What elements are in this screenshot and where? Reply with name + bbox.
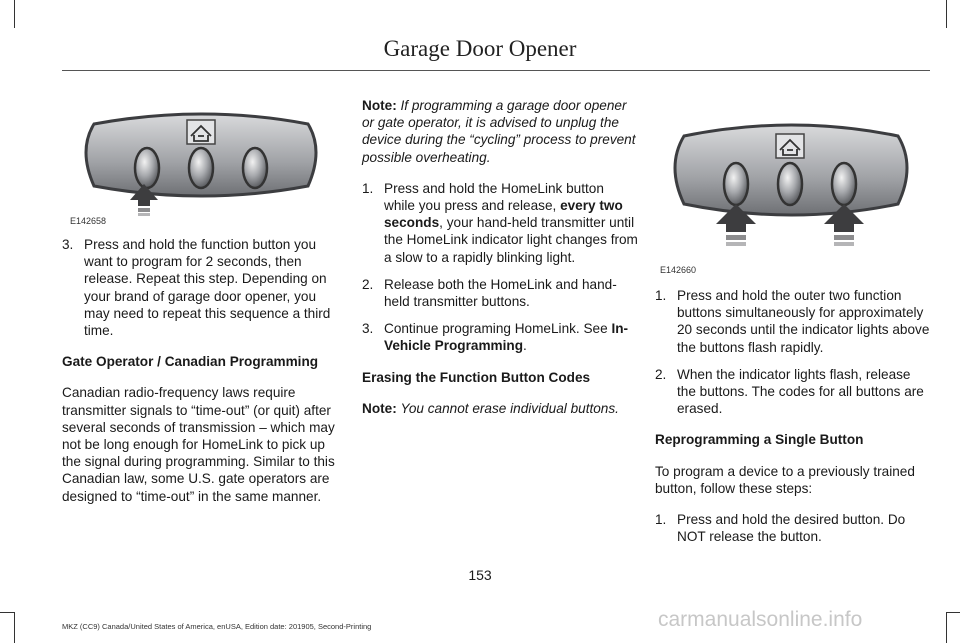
crop-mark-top-left	[14, 0, 15, 28]
column-middle	[362, 97, 638, 431]
step-text: Press and hold the desired button. Do NOT release the button.	[677, 512, 906, 545]
step-number: 3.	[362, 321, 374, 337]
column-left	[62, 236, 338, 519]
list-item	[362, 276, 638, 310]
note	[362, 400, 638, 417]
step-number: 2.	[655, 366, 667, 382]
step-text: Release both the HomeLink and hand-held transmitter buttons.	[384, 276, 617, 310]
edition-info: MKZ (CC9) Canada/United States of America, enUSA, Edition date: 201905, Second-Printing	[62, 622, 372, 631]
step-text: When the indicator lights flash, release the buttons. The codes for all buttons are erased.	[677, 366, 924, 417]
step-number: 1.	[655, 288, 667, 303]
step-number: 1.	[362, 180, 374, 196]
step-number: 3.	[62, 237, 74, 252]
crop-mark-bottom-right	[946, 612, 947, 643]
note	[362, 97, 638, 166]
step-text: Press and hold the HomeLink button while you press and release, every two seconds, your hand-held transmitter until the HomeLink indicator light changes from a slow to a rapidly blinking light.	[384, 180, 638, 265]
crop-mark-bottom-left-h	[0, 612, 14, 613]
step-text: Press and hold the function button you want to program for 2 seconds, then release. Repeat this step. Depending on your brand of garage door opener, you may need to repeat this sequence a third time.	[84, 237, 331, 339]
page-number: 153	[468, 567, 492, 583]
cross-reference-link[interactable]: In-Vehicle Programming	[384, 321, 629, 354]
crop-mark-top-right	[946, 0, 947, 28]
note-label: Note:	[362, 98, 397, 113]
step-number: 1.	[655, 512, 667, 528]
crop-mark-bottom-left	[14, 612, 15, 643]
note-label: Note:	[362, 400, 397, 416]
house-icon	[187, 120, 215, 144]
step-text: Continue programing HomeLink. See In-Vehicle Programming.	[384, 321, 629, 354]
list-item	[362, 320, 638, 354]
homelink-illustration-left	[62, 106, 342, 228]
body-paragraph: To program a device to a previously trained button, follow these steps:	[655, 463, 915, 496]
figure-code-left: E142658	[70, 216, 107, 226]
section-heading: Gate Operator / Canadian Programming	[62, 354, 319, 370]
column-right	[655, 287, 931, 555]
list-item	[655, 287, 931, 356]
house-icon	[776, 134, 804, 158]
list-item	[655, 366, 931, 418]
watermark: carmanualsonline.info	[658, 608, 863, 631]
list-item	[62, 236, 338, 339]
page-title: Garage Door Opener	[383, 36, 577, 61]
section-heading: Erasing the Function Button Codes	[362, 369, 591, 385]
homelink-illustration-right	[654, 118, 930, 278]
step-number: 2.	[362, 276, 374, 292]
note-text: You cannot erase individual buttons.	[400, 400, 619, 416]
step-text: Press and hold the outer two function buttons simultaneously for approximately 20 seconds until the indicator lights above the buttons flash rapidly.	[677, 288, 930, 355]
note-text: If programming a garage door opener or gate operator, it is advised to unplug the device during the “cycling” process to prevent possible overheating.	[362, 98, 636, 165]
list-item	[655, 511, 931, 545]
section-heading: Reprogramming a Single Button	[655, 432, 864, 448]
body-paragraph: Canadian radio-frequency laws require transmitter signals to “time-out” (or quit) after several seconds of transmission – which may not be long enough for HomeLink to pick up the signal during programming. Similar to this Canadian law, some U.S. gate operators are designed to “time-out” in the same manner.	[62, 385, 335, 504]
header-rule	[62, 70, 930, 71]
figure-code-right: E142660	[660, 265, 697, 275]
crop-mark-bottom-right-h	[946, 612, 960, 613]
list-item	[362, 180, 638, 266]
